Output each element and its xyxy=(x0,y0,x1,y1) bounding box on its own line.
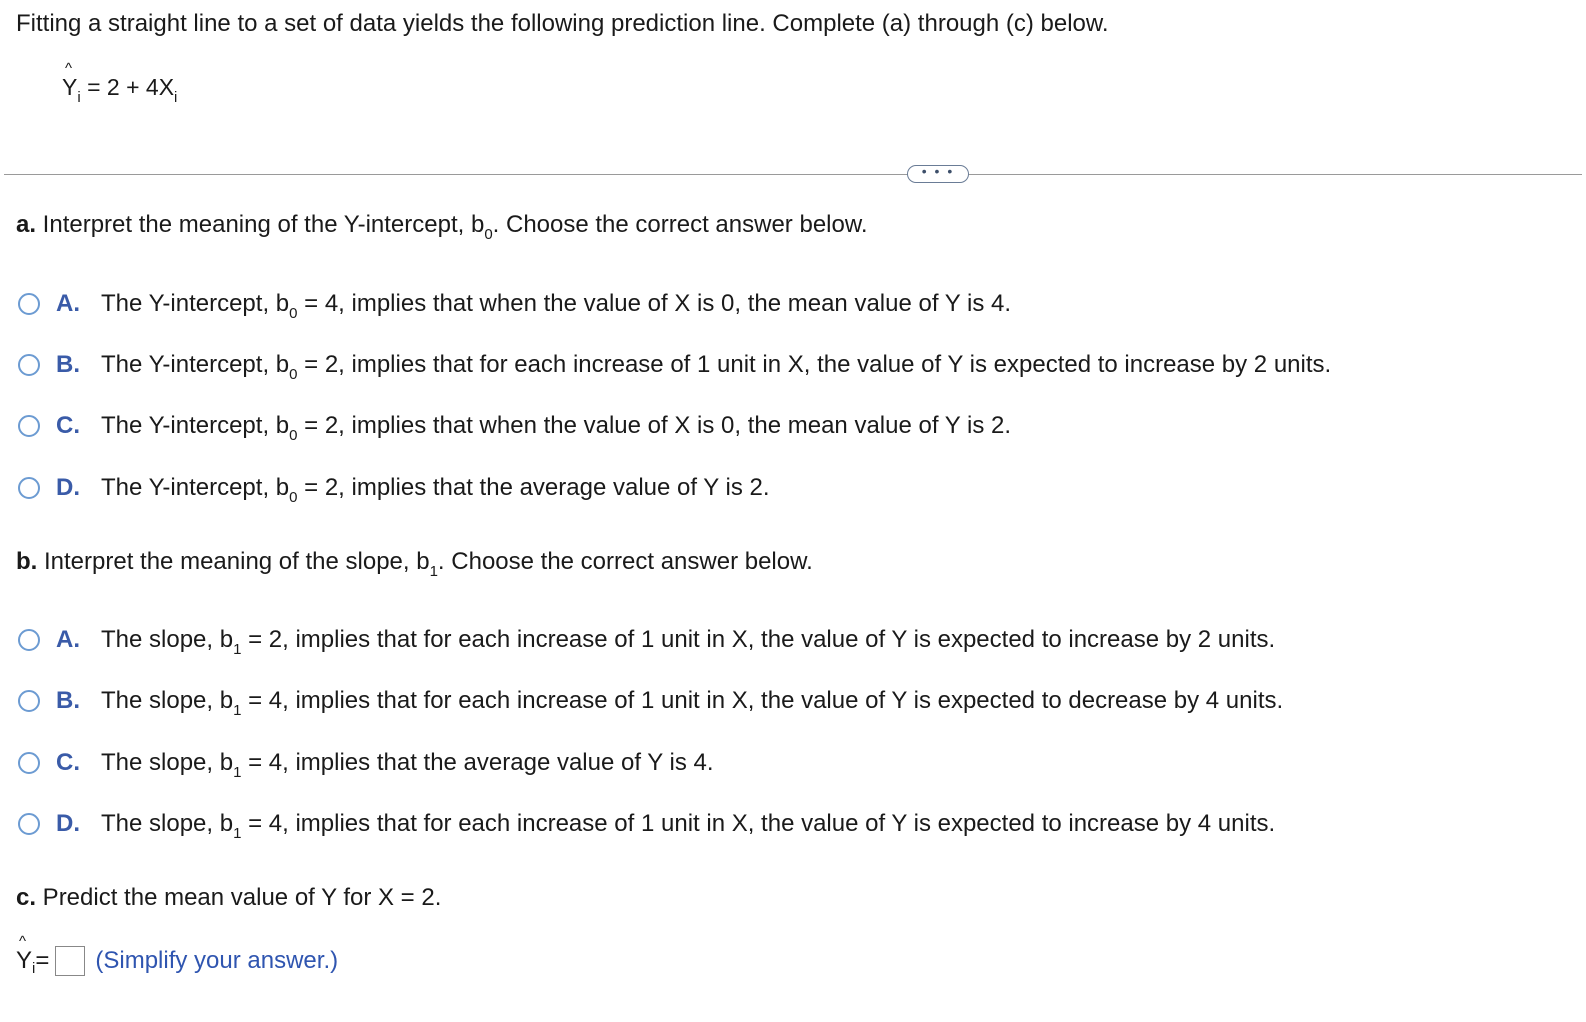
radio-button[interactable] xyxy=(18,752,40,774)
option-a-B[interactable]: B. The Y-intercept, $b_0 = 2$, implies that for each increase of 1 unit in X, the value of Y is expected to increase by 2 units. xyxy=(18,348,1331,382)
radio-button[interactable] xyxy=(18,690,40,712)
more-options-button[interactable]: • • • xyxy=(907,165,969,183)
radio-button[interactable] xyxy=(18,629,40,651)
answer-row-c: ^ Y i = (Simplify your answer.) xyxy=(16,933,339,977)
option-b-B[interactable]: B. The slope, $b_1 = 4$, implies that for each increase of 1 unit in X, the value of Y is expected to decrease by 4 units. xyxy=(18,684,1283,718)
equation-rhs: = 2 + 4X xyxy=(87,74,175,100)
option-a-C[interactable]: C. The Y-intercept, $b_0 = 2$, implies that when the value of X is 0, the mean value of Y is 2. xyxy=(18,409,1011,443)
option-b-C[interactable]: C. The slope, $b_1 = 4$, implies that the average value of Y is 4. xyxy=(18,746,714,780)
radio-button[interactable] xyxy=(18,813,40,835)
option-a-A[interactable]: A. The Y-intercept, $b_0 = 4$, implies that when the value of X is 0, the mean value of Y is 4. xyxy=(18,287,1011,321)
question-c: c. Predict the mean value of Y for X = 2. xyxy=(16,884,442,911)
option-b-D[interactable]: D. The slope, $b_1 = 4$, implies that for each increase of 1 unit in X, the value of Y is expected to increase by 4 units. xyxy=(18,807,1275,841)
option-b-A[interactable]: A. The slope, $b_1 = 2$, implies that for each increase of 1 unit in X, the value of Y is expected to increase by 2 units. xyxy=(18,623,1275,657)
prediction-equation: ^ $Y_i = 2 + 4X_i$ xyxy=(62,60,178,106)
radio-button[interactable] xyxy=(18,354,40,376)
y-hat-symbol: ^ Y xyxy=(62,60,78,100)
option-a-D[interactable]: D. The Y-intercept, $b_0 = 2$, implies that the average value of Y is 2. xyxy=(18,471,770,505)
answer-input[interactable] xyxy=(55,946,85,976)
radio-button[interactable] xyxy=(18,293,40,315)
y-hat-symbol: ^ Y xyxy=(16,933,33,974)
question-b: b. Interpret the meaning of the slope, $b_1$. Choose the correct answer below. xyxy=(16,548,813,580)
simplify-hint: (Simplify your answer.) xyxy=(95,947,339,974)
section-divider xyxy=(4,174,1582,175)
problem-intro: Fitting a straight line to a set of data yields the following prediction line. Complete (a) through (c) below. xyxy=(16,10,1109,37)
radio-button[interactable] xyxy=(18,415,40,437)
radio-button[interactable] xyxy=(18,477,40,499)
question-a: a. Interpret the meaning of the Y-intercept, $b_0$. Choose the correct answer below. xyxy=(16,211,868,243)
